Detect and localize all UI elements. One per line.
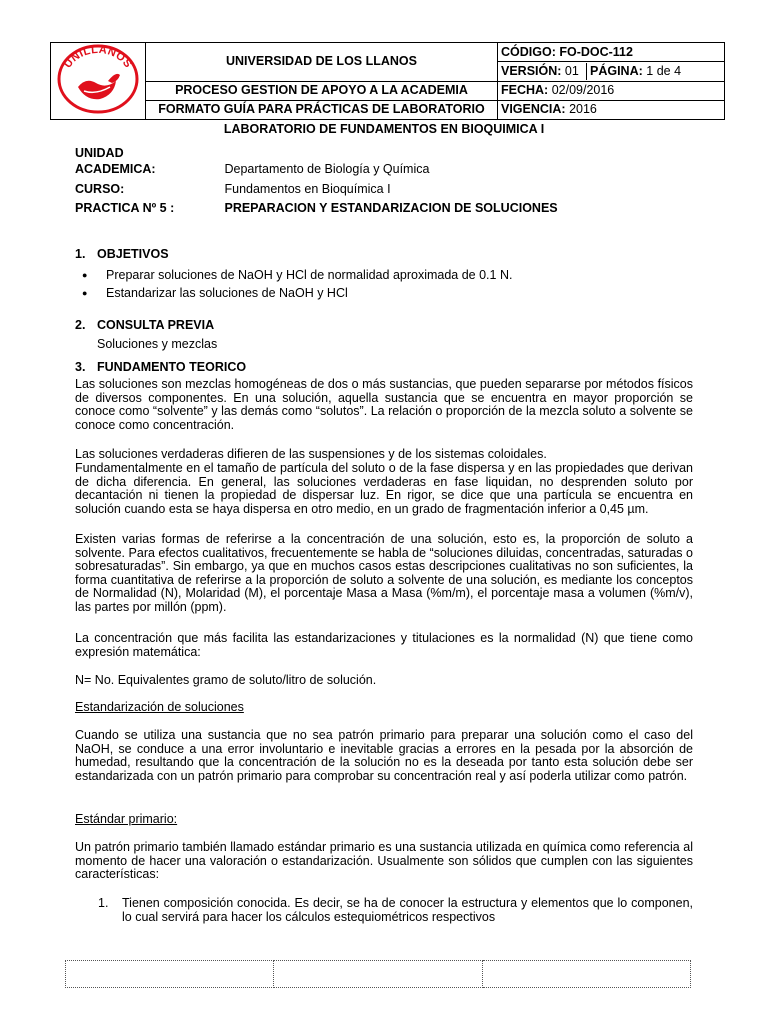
theory-paragraph-2a: Las soluciones verdaderas difieren de las suspensiones y de los sistemas coloidales. [75,447,547,461]
lab-title: LABORATORIO DE FUNDAMENTOS EN BIOQUIMICA I [223,122,545,136]
svg-text:UNILLANOS [62,44,134,71]
date-label: FECHA: [501,83,549,98]
footer-cell [66,961,274,988]
course-label: CURSO: [75,182,125,196]
section-title: CONSULTA PREVIA [97,318,215,332]
format-name: FORMATO GUÍA PARA PRÁCTICAS DE LABORATORIO [146,100,498,119]
bullet-icon: ● [82,288,88,298]
document-code: CÓDIGO: FO-DOC-112 [498,43,725,62]
date-value: 02/09/2016 [551,83,615,98]
unit-row [75,162,429,177]
section-number: 1. [75,247,86,261]
course-value: Fundamentos en Bioquímica I [224,182,391,196]
validity-cell [498,100,725,119]
theory-paragraph-6: Un patrón primario también llamado estándar primario es una sustancia utilizada en química como referencia al momento de hacer una valoración o estandarización. Usualmente son sólidos que cumplen con las siguientes características: [75,840,693,881]
university-logo [56,43,140,115]
objective-item: ● Preparar soluciones de NaOH y HCl de normalidad aproximada de 0.1 N. [82,268,513,282]
objective-item: ● Estandarizar las soluciones de NaOH y HCl [82,286,348,300]
theory-paragraph-2b: Fundamentalmente en el tamaño de partícula del soluto o de la fase dispersa y en las propiedades que derivan de dicha diferencia. En general, las soluciones verdaderas en fase liquidan, no desprenden soluto por decantación ni tienen la propiedad de dispersar luz. En rigor, se dice que una partícula se encuentra en solución cuando esta se haya dispersa en otro medio, en un grado de fragmentación inferior a 0,45 µm. [75,461,693,516]
footer-table [65,960,691,988]
unit-value: Departamento de Biología y Química [224,162,430,176]
page-value: 1 de 4 [646,63,682,78]
section-number: 2. [75,318,86,332]
validity-label: VIGENCIA: [501,102,566,117]
unit-label-line1: UNIDAD [75,146,124,160]
subheading-primary-standard: Estándar primario: [75,812,178,826]
section-title: FUNDAMENTO TEORICO [97,360,247,374]
prior-topic: Soluciones y mezclas [97,337,218,351]
section-theory-heading [75,360,246,375]
date-cell [498,81,725,100]
theory-paragraph-3: Existen varias formas de referirse a la concentración de una solución, esto es, la proporción de soluto a solvente. Para efectos cualitativos, frecuentemente se habla de “soluciones diluidas, concentradas, saturadas o sobresaturadas”. Sin embargo, ya que en muchos casos estas descripciones cualitativas no son suficientes, la forma cuantitativa de referirse a la proporción de soluto a solvente de una solución, es mediante los conceptos de Normalidad (N), Molaridad (M), el porcentaje Masa a Masa (%m/m), el porcentaje masa a volumen (%m/v), las partes por millón (ppm). [75,532,693,614]
section-objectives-heading [75,247,169,262]
version-value: 01 [564,63,579,78]
logo-cell [51,43,146,120]
university-name: UNIVERSIDAD DE LOS LLANOS [146,43,498,82]
validity-value: 2016 [569,102,597,117]
version-label: VERSIÓN: [501,63,562,78]
page-label: PÁGINA: [590,63,643,78]
theory-paragraph-5: Cuando se utiliza una sustancia que no sea patrón primario para preparar una solución como el caso del NaOH, se conduce a una error involuntario e inevitable gracias a errores en la pesada por la absorción de humedad, resultando que la concentración de la solución no es la deseada por tanto esta solución debe ser estandarizada con un patrón primario para comprobar su concentración real y así poderla utilizar como patrón. [75,728,693,783]
course-row [75,182,391,197]
normality-formula: N= No. Equivalentes gramo de soluto/litro de solución. [75,673,377,687]
practice-label: PRACTICA Nº 5 : [75,201,175,215]
footer-cell [274,961,482,988]
item-number: 1. [98,896,109,910]
process-name: PROCESO GESTION DE APOYO A LA ACADEMIA [146,81,498,100]
version-page-cell [498,62,725,81]
section-prior-heading [75,318,214,333]
section-number: 3. [75,360,86,374]
theory-paragraph-1: Las soluciones son mezclas homogéneas de dos o más sustancias, que pueden separarse por métodos físicos de diversos componentes. En una solución, aquella sustancia que se encuentra en mayor proporción se conoce como “solvente” y las demás como “solutos”. La relación o proporción de la mezcla soluto a solvente se conoce como concentración. [75,377,693,432]
practice-value: PREPARACION Y ESTANDARIZACION DE SOLUCIONES [224,201,558,215]
bullet-icon: ● [82,270,88,280]
practice-row [75,201,558,216]
document-header [50,42,725,120]
subheading-standardization: Estandarización de soluciones [75,700,244,714]
unit-label: ACADEMICA: [75,162,156,176]
theory-paragraph-4: La concentración que más facilita las estandarizaciones y titulaciones es la normalidad (N) que tiene como expresión matemática: [75,631,693,659]
logo-text: UNILLANOS [61,43,135,71]
section-title: OBJETIVOS [97,247,169,261]
item-text: Tienen composición conocida. Es decir, se ha de conocer la estructura y elementos que lo componen, lo cual servirá para hacer los cálculos estequiométricos respectivos [122,896,693,924]
footer-cell [482,961,690,988]
